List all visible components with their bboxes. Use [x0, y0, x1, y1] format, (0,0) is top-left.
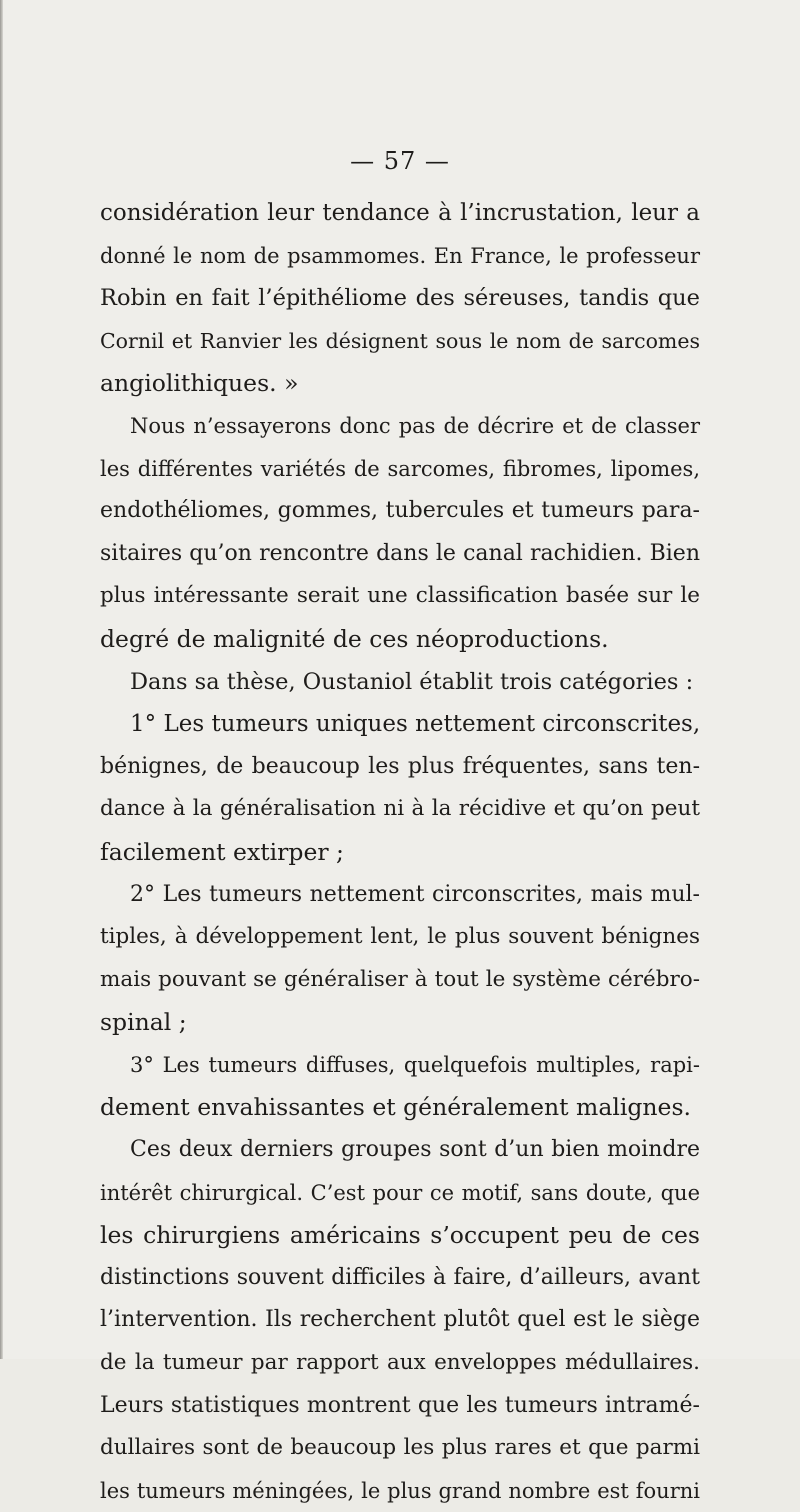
- text-line: tiples, à développement lent, le plus souvent bénignes: [100, 924, 700, 950]
- text-line: 2° Les tumeurs nettement circonscrites, mais mul-: [130, 881, 700, 907]
- text-line: les tumeurs méningées, le plus grand nombre est fourni: [100, 1478, 700, 1503]
- page-gutter-edge: [0, 0, 3, 1359]
- text-line: l’intervention. Ils recherchent plutôt quel est le siège: [100, 1307, 700, 1333]
- text-line: spinal ;: [100, 1008, 187, 1037]
- text-line: angiolithiques. »: [100, 369, 299, 398]
- text-line: Robin en fait l’épithéliome des séreuses, tandis que: [100, 285, 700, 312]
- text-line: mais pouvant se généraliser à tout le système cérébro-: [100, 966, 700, 992]
- text-line: distinctions souvent difficiles à faire, d’ailleurs, avant: [100, 1264, 700, 1290]
- text-line: Dans sa thèse, Oustaniol établit trois catégories :: [130, 668, 694, 695]
- text-line: considération leur tendance à l’incrustation, leur a: [100, 200, 700, 226]
- text-line: facilement extirper ;: [100, 837, 344, 866]
- text-line: les différentes variétés de sarcomes, fibromes, lipomes,: [100, 456, 700, 481]
- body-text: [100, 192, 700, 1512]
- text-line: dance à la généralisation ni à la récidive et qu’on peut: [100, 796, 700, 822]
- text-line: de la tumeur par rapport aux enveloppes médullaires.: [100, 1350, 700, 1376]
- page-number: — 57 —: [350, 147, 450, 175]
- text-line: Nous n’essayerons donc pas de décrire et de classer: [130, 413, 700, 438]
- text-line: Ces deux derniers groupes sont d’un bien moindre: [130, 1137, 700, 1163]
- text-line: Cornil et Ranvier les désignent sous le nom de sarcomes: [100, 328, 700, 353]
- text-line: dullaires sont de beaucoup les plus rares et que parmi: [100, 1435, 700, 1461]
- text-line: donné le nom de psammomes. En France, le professeur: [100, 243, 700, 268]
- text-line: les chirurgiens américains s’occupent peu de ces: [100, 1221, 700, 1250]
- text-line: 1° Les tumeurs uniques nettement circonscrites,: [130, 711, 701, 738]
- text-line: Leurs statistiques montrent que les tumeurs intramé-: [100, 1392, 700, 1418]
- text-line: endothéliomes, gommes, tubercules et tumeurs para-: [100, 498, 700, 524]
- text-line: sitaires qu’on rencontre dans le canal rachidien. Bien: [100, 540, 700, 566]
- text-line: degré de malignité de ces néoproductions.: [100, 624, 609, 653]
- text-line: bénignes, de beaucoup les plus fréquentes, sans ten-: [100, 753, 700, 779]
- text-line: dement envahissantes et généralement malignes.: [100, 1093, 691, 1122]
- text-line: 3° Les tumeurs diffuses, quelquefois multiples, rapi-: [130, 1052, 700, 1077]
- text-line: intérêt chirurgical. C’est pour ce motif, sans doute, que: [100, 1180, 700, 1205]
- text-line: plus intéressante serait une classification basée sur le: [100, 583, 700, 609]
